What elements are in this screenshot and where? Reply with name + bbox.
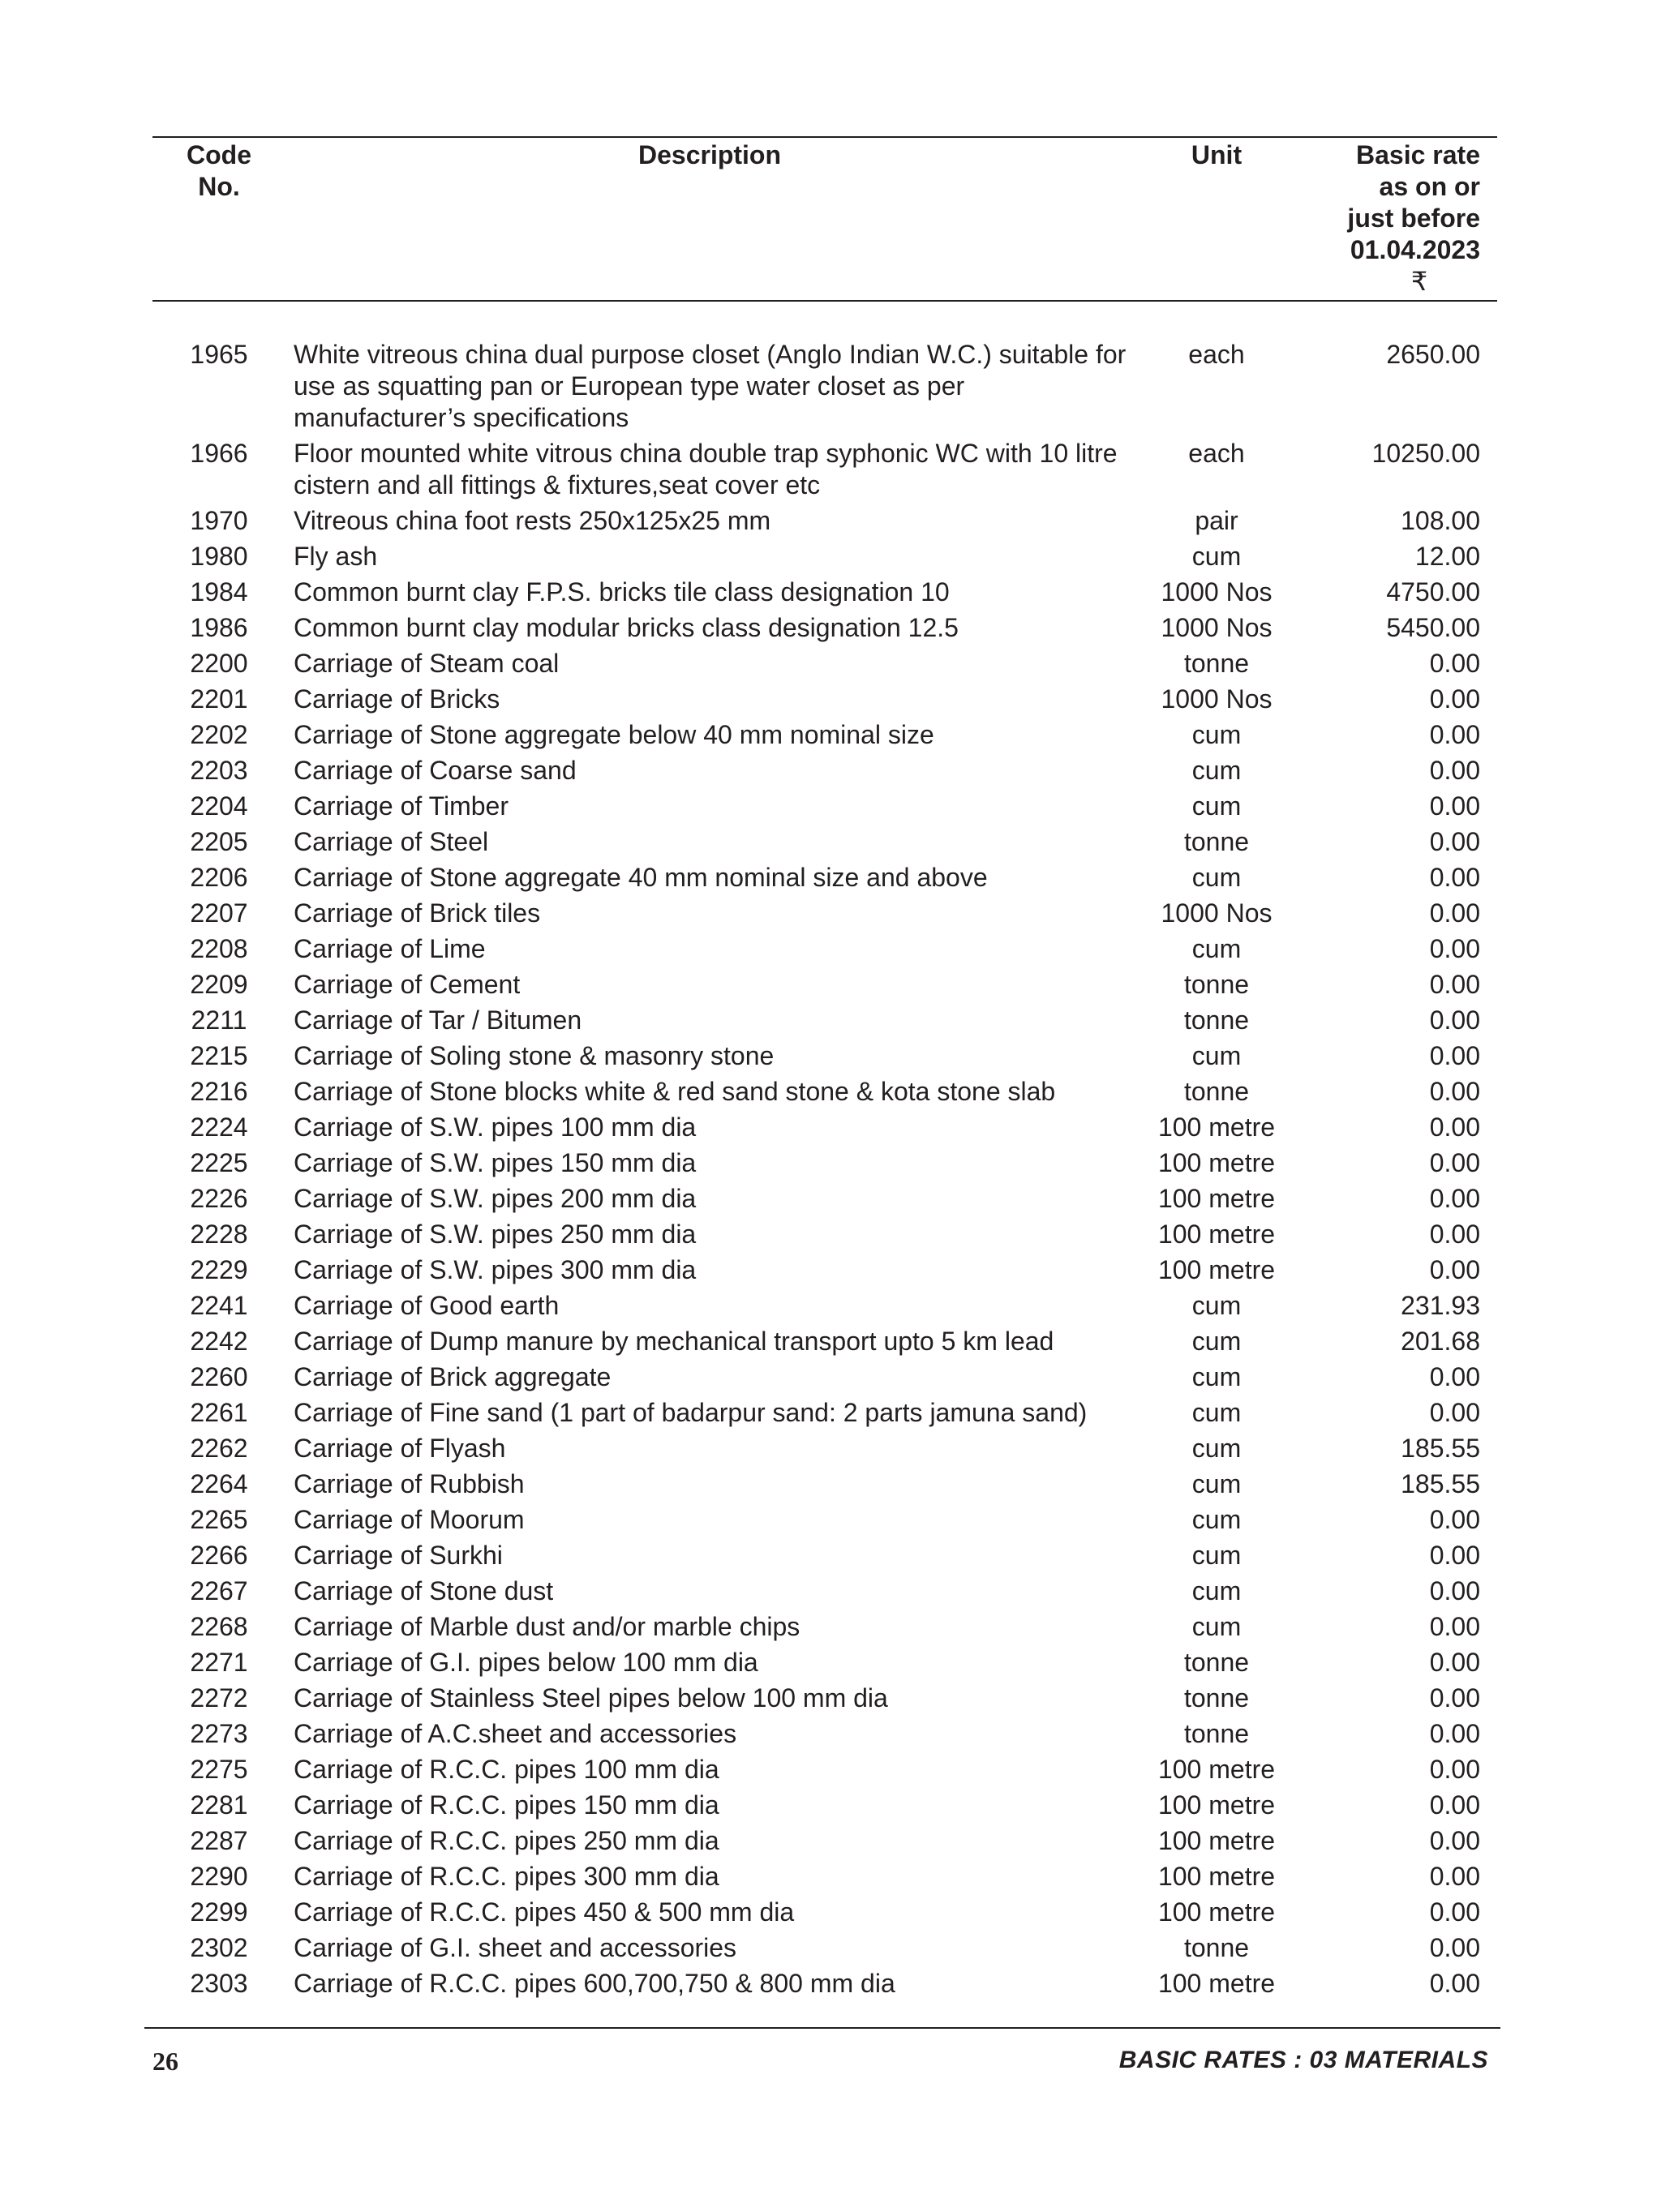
code-cell: 2273 (190, 1719, 248, 1748)
rate-cell: 5450.00 (1386, 613, 1480, 642)
unit-cell: 100 metre (1157, 1826, 1276, 1855)
unit-cell: 100 metre (1157, 1897, 1276, 1927)
rate-cell: 0.00 (1429, 1184, 1480, 1213)
description-cell: Carriage of S.W. pipes 100 mm dia (294, 1112, 697, 1142)
unit-cell: cum (1191, 756, 1242, 785)
code-cell: 2209 (190, 970, 248, 999)
rate-cell: 108.00 (1401, 506, 1480, 535)
description-cell: Carriage of Lime (294, 934, 486, 963)
unit-cell: 1000 Nos (1161, 898, 1273, 928)
column-header-description: Description (637, 140, 782, 169)
code-cell: 2201 (190, 684, 248, 714)
table-row (0, 1647, 1661, 1683)
code-cell: 2206 (190, 863, 248, 892)
unit-cell: 1000 Nos (1161, 684, 1273, 714)
rate-cell: 185.55 (1401, 1434, 1480, 1463)
rupee-currency-symbol: ₹ (1410, 267, 1428, 296)
description-cell: Carriage of Brick tiles (294, 898, 541, 928)
description-cell: Carriage of S.W. pipes 200 mm dia (294, 1184, 697, 1213)
rate-cell: 231.93 (1401, 1291, 1480, 1320)
description-cell: Carriage of Steam coal (294, 649, 560, 678)
unit-cell: cum (1191, 1041, 1242, 1070)
unit-cell: cum (1191, 1469, 1242, 1498)
description-cell: Fly ash (294, 542, 378, 571)
rate-cell: 0.00 (1429, 1683, 1480, 1713)
unit-cell: tonne (1183, 970, 1250, 999)
rate-cell: 0.00 (1429, 1862, 1480, 1891)
table-row (0, 1147, 1661, 1183)
unit-cell: tonne (1183, 827, 1250, 856)
code-cell: 2266 (190, 1541, 248, 1570)
description-cell: Carriage of Rubbish (294, 1469, 525, 1498)
rate-cell: 12.00 (1414, 542, 1480, 571)
unit-cell: cum (1191, 791, 1242, 821)
rate-cell: 0.00 (1429, 684, 1480, 714)
code-cell: 1965 (190, 340, 248, 369)
description-cell: Carriage of Good earth (294, 1291, 560, 1320)
description-cell: Carriage of G.I. sheet and accessories (294, 1933, 737, 1962)
code-cell: 2225 (190, 1148, 248, 1177)
table-row (0, 1611, 1661, 1647)
table-row (0, 1790, 1661, 1825)
description-cell: Carriage of Stone dust (294, 1576, 554, 1605)
table-row (0, 577, 1661, 612)
unit-cell: 100 metre (1157, 1790, 1276, 1820)
table-row (0, 1754, 1661, 1790)
table-row (0, 1112, 1661, 1147)
rate-cell: 0.00 (1429, 934, 1480, 963)
code-cell: 2204 (190, 791, 248, 821)
table-top-rule (152, 136, 1497, 138)
unit-cell: cum (1191, 1576, 1242, 1605)
code-cell: 2242 (190, 1327, 248, 1356)
unit-cell: tonne (1183, 1719, 1250, 1748)
unit-cell: tonne (1183, 1077, 1250, 1106)
description-cell: White vitreous china dual purpose closet (Anglo Indian W.C.) suitable for use as squatting pan or European type water closet as per manufacturer’s specifications (294, 340, 1127, 432)
table-row (0, 898, 1661, 933)
unit-cell: cum (1191, 542, 1242, 571)
table-row (0, 1718, 1661, 1754)
table-row (0, 1040, 1661, 1076)
description-cell: Carriage of R.C.C. pipes 600,700,750 & 800 mm dia (294, 1969, 895, 1998)
rate-cell: 0.00 (1429, 791, 1480, 821)
rate-cell: 2650.00 (1386, 340, 1480, 369)
unit-cell: 100 metre (1157, 1184, 1276, 1213)
code-cell: 2303 (190, 1969, 248, 1998)
footer-rule (144, 2027, 1500, 2029)
code-cell: 2208 (190, 934, 248, 963)
table-row (0, 1540, 1661, 1575)
rate-cell: 10250.00 (1371, 439, 1480, 468)
description-cell: Carriage of S.W. pipes 300 mm dia (294, 1255, 697, 1284)
table-row (0, 826, 1661, 862)
code-cell: 2229 (190, 1255, 248, 1284)
code-cell: 2262 (190, 1434, 248, 1463)
description-cell: Floor mounted white vitrous china double trap syphonic WC with 10 litre cistern and all fittings & fixtures,seat cover etc (294, 439, 1118, 499)
description-cell: Carriage of Marble dust and/or marble chips (294, 1612, 800, 1641)
rate-cell: 0.00 (1429, 1648, 1480, 1677)
description-cell: Carriage of Moorum (294, 1505, 525, 1534)
column-header-basic-rate: Basic rate as on or just before 01.04.2023 (1347, 140, 1480, 264)
rate-cell: 0.00 (1429, 827, 1480, 856)
column-header-code: Code No. (187, 140, 251, 201)
table-row (0, 438, 1661, 505)
description-cell: Carriage of Brick aggregate (294, 1362, 612, 1391)
table-row (0, 1575, 1661, 1611)
description-cell: Carriage of Stone aggregate below 40 mm nominal size (294, 720, 934, 749)
rate-cell: 0.00 (1429, 1112, 1480, 1142)
code-cell: 2203 (190, 756, 248, 785)
table-row (0, 1861, 1661, 1897)
unit-cell: 100 metre (1157, 1862, 1276, 1891)
unit-cell: each (1188, 439, 1245, 468)
code-cell: 2260 (190, 1362, 248, 1391)
table-row (0, 1219, 1661, 1254)
unit-cell: cum (1191, 1398, 1242, 1427)
rate-cell: 0.00 (1429, 1790, 1480, 1820)
unit-cell: 100 metre (1157, 1755, 1276, 1784)
code-cell: 2264 (190, 1469, 248, 1498)
unit-cell: 100 metre (1157, 1148, 1276, 1177)
rate-cell: 0.00 (1429, 1612, 1480, 1641)
code-cell: 2275 (190, 1755, 248, 1784)
rate-cell: 4750.00 (1386, 577, 1480, 607)
description-cell: Carriage of Stone blocks white & red sand stone & kota stone slab (294, 1077, 1056, 1106)
description-cell: Carriage of Stone aggregate 40 mm nominal size and above (294, 863, 988, 892)
unit-cell: cum (1191, 934, 1242, 963)
code-cell: 2241 (190, 1291, 248, 1320)
description-cell: Carriage of Bricks (294, 684, 500, 714)
rate-cell: 0.00 (1429, 756, 1480, 785)
code-cell: 2287 (190, 1826, 248, 1855)
unit-cell: cum (1191, 1612, 1242, 1641)
table-row (0, 648, 1661, 684)
unit-cell: cum (1191, 1541, 1242, 1570)
unit-cell: cum (1191, 1327, 1242, 1356)
table-row (0, 505, 1661, 541)
unit-cell: cum (1191, 720, 1242, 749)
code-cell: 2271 (190, 1648, 248, 1677)
rate-cell: 0.00 (1429, 1576, 1480, 1605)
code-cell: 2207 (190, 898, 248, 928)
code-cell: 2224 (190, 1112, 248, 1142)
table-row (0, 1433, 1661, 1468)
code-cell: 2272 (190, 1683, 248, 1713)
unit-cell: 100 metre (1157, 1112, 1276, 1142)
rate-cell: 0.00 (1429, 649, 1480, 678)
table-row (0, 1968, 1661, 2004)
table-row (0, 719, 1661, 755)
unit-cell: tonne (1183, 1683, 1250, 1713)
table-row (0, 1290, 1661, 1326)
code-cell: 2265 (190, 1505, 248, 1534)
table-row (0, 1504, 1661, 1540)
table-row (0, 933, 1661, 969)
table-row (0, 1397, 1661, 1433)
description-cell: Carriage of Soling stone & masonry stone (294, 1041, 775, 1070)
rate-cell: 0.00 (1429, 720, 1480, 749)
unit-cell: 100 metre (1157, 1220, 1276, 1249)
code-cell: 1980 (190, 542, 248, 571)
rate-cell: 0.00 (1429, 1897, 1480, 1927)
unit-cell: tonne (1183, 1005, 1250, 1035)
code-cell: 2228 (190, 1220, 248, 1249)
unit-cell: tonne (1183, 1933, 1250, 1962)
description-cell: Carriage of R.C.C. pipes 300 mm dia (294, 1862, 719, 1891)
rate-cell: 0.00 (1429, 1755, 1480, 1784)
code-cell: 2268 (190, 1612, 248, 1641)
description-cell: Carriage of Cement (294, 970, 521, 999)
description-cell: Common burnt clay F.P.S. bricks tile class designation 10 (294, 577, 950, 607)
unit-cell: cum (1191, 1362, 1242, 1391)
unit-cell: pair (1195, 506, 1238, 535)
code-cell: 1966 (190, 439, 248, 468)
table-row (0, 1183, 1661, 1219)
rate-cell: 0.00 (1429, 1362, 1480, 1391)
code-cell: 2299 (190, 1897, 248, 1927)
description-cell: Carriage of Dump manure by mechanical transport upto 5 km lead (294, 1327, 1054, 1356)
description-cell: Carriage of Steel (294, 827, 489, 856)
table-header-rule (152, 300, 1497, 302)
description-cell: Carriage of Fine sand (1 part of badarpur sand: 2 parts jamuna sand) (294, 1398, 1088, 1427)
code-cell: 2302 (190, 1933, 248, 1962)
description-cell: Carriage of S.W. pipes 250 mm dia (294, 1220, 697, 1249)
page-number: 26 (152, 2047, 178, 2076)
code-cell: 2202 (190, 720, 248, 749)
rate-cell: 0.00 (1429, 1077, 1480, 1106)
unit-cell: 100 metre (1157, 1969, 1276, 1998)
code-cell: 2216 (190, 1077, 248, 1106)
table-row (0, 1897, 1661, 1932)
rate-cell: 0.00 (1429, 1541, 1480, 1570)
table-row (0, 755, 1661, 791)
rates-table-body (0, 339, 1661, 2004)
description-cell: Carriage of Stainless Steel pipes below 100 mm dia (294, 1683, 888, 1713)
unit-cell: cum (1191, 1291, 1242, 1320)
code-cell: 2290 (190, 1862, 248, 1891)
description-cell: Common burnt clay modular bricks class designation 12.5 (294, 613, 959, 642)
table-row (0, 684, 1661, 719)
rate-cell: 0.00 (1429, 898, 1480, 928)
code-cell: 1986 (190, 613, 248, 642)
description-cell: Vitreous china foot rests 250x125x25 mm (294, 506, 771, 535)
rate-cell: 0.00 (1429, 1505, 1480, 1534)
section-title: BASIC RATES : 03 MATERIALS (1118, 2047, 1488, 2073)
rate-cell: 0.00 (1429, 1255, 1480, 1284)
rate-cell: 0.00 (1429, 1719, 1480, 1748)
unit-cell: tonne (1183, 1648, 1250, 1677)
table-row (0, 969, 1661, 1005)
table-row (0, 1076, 1661, 1112)
table-row (0, 1326, 1661, 1361)
code-cell: 2267 (190, 1576, 248, 1605)
table-row (0, 339, 1661, 438)
unit-cell: 1000 Nos (1161, 613, 1273, 642)
code-cell: 2215 (190, 1041, 248, 1070)
rate-cell: 0.00 (1429, 1148, 1480, 1177)
description-cell: Carriage of Tar / Bitumen (294, 1005, 582, 1035)
code-cell: 1970 (190, 506, 248, 535)
rate-cell: 0.00 (1429, 1220, 1480, 1249)
description-cell: Carriage of Timber (294, 791, 509, 821)
rate-cell: 0.00 (1429, 1969, 1480, 1998)
rate-cell: 0.00 (1429, 1826, 1480, 1855)
code-cell: 1984 (190, 577, 248, 607)
table-row (0, 791, 1661, 826)
table-row (0, 1005, 1661, 1040)
rate-cell: 185.55 (1401, 1469, 1480, 1498)
unit-cell: cum (1191, 1434, 1242, 1463)
description-cell: Carriage of A.C.sheet and accessories (294, 1719, 737, 1748)
code-cell: 2226 (190, 1184, 248, 1213)
description-cell: Carriage of S.W. pipes 150 mm dia (294, 1148, 697, 1177)
unit-cell: 1000 Nos (1161, 577, 1273, 607)
code-cell: 2205 (190, 827, 248, 856)
rate-cell: 0.00 (1429, 1933, 1480, 1962)
description-cell: Carriage of R.C.C. pipes 450 & 500 mm dia (294, 1897, 795, 1927)
table-row (0, 1468, 1661, 1504)
code-cell: 2261 (190, 1398, 248, 1427)
unit-cell: cum (1191, 1505, 1242, 1534)
table-row (0, 541, 1661, 577)
description-cell: Carriage of Flyash (294, 1434, 506, 1463)
description-cell: Carriage of R.C.C. pipes 150 mm dia (294, 1790, 719, 1820)
unit-cell: cum (1191, 863, 1242, 892)
code-cell: 2200 (190, 649, 248, 678)
rate-cell: 0.00 (1429, 1005, 1480, 1035)
unit-cell: tonne (1183, 649, 1250, 678)
column-header-unit: Unit (1191, 140, 1243, 169)
description-cell: Carriage of R.C.C. pipes 100 mm dia (294, 1755, 719, 1784)
description-cell: Carriage of G.I. pipes below 100 mm dia (294, 1648, 758, 1677)
table-row (0, 1825, 1661, 1861)
code-cell: 2281 (190, 1790, 248, 1820)
unit-cell: each (1188, 340, 1245, 369)
description-cell: Carriage of Surkhi (294, 1541, 503, 1570)
table-row (0, 1361, 1661, 1397)
table-row (0, 1254, 1661, 1290)
table-row (0, 1683, 1661, 1718)
rate-cell: 0.00 (1429, 970, 1480, 999)
table-row (0, 612, 1661, 648)
description-cell: Carriage of Coarse sand (294, 756, 577, 785)
rate-cell: 0.00 (1429, 1398, 1480, 1427)
rate-cell: 0.00 (1429, 1041, 1480, 1070)
table-row (0, 862, 1661, 898)
unit-cell: 100 metre (1157, 1255, 1276, 1284)
table-row (0, 1932, 1661, 1968)
rate-cell: 0.00 (1429, 863, 1480, 892)
rate-cell: 201.68 (1401, 1327, 1480, 1356)
code-cell: 2211 (191, 1005, 247, 1035)
description-cell: Carriage of R.C.C. pipes 250 mm dia (294, 1826, 719, 1855)
